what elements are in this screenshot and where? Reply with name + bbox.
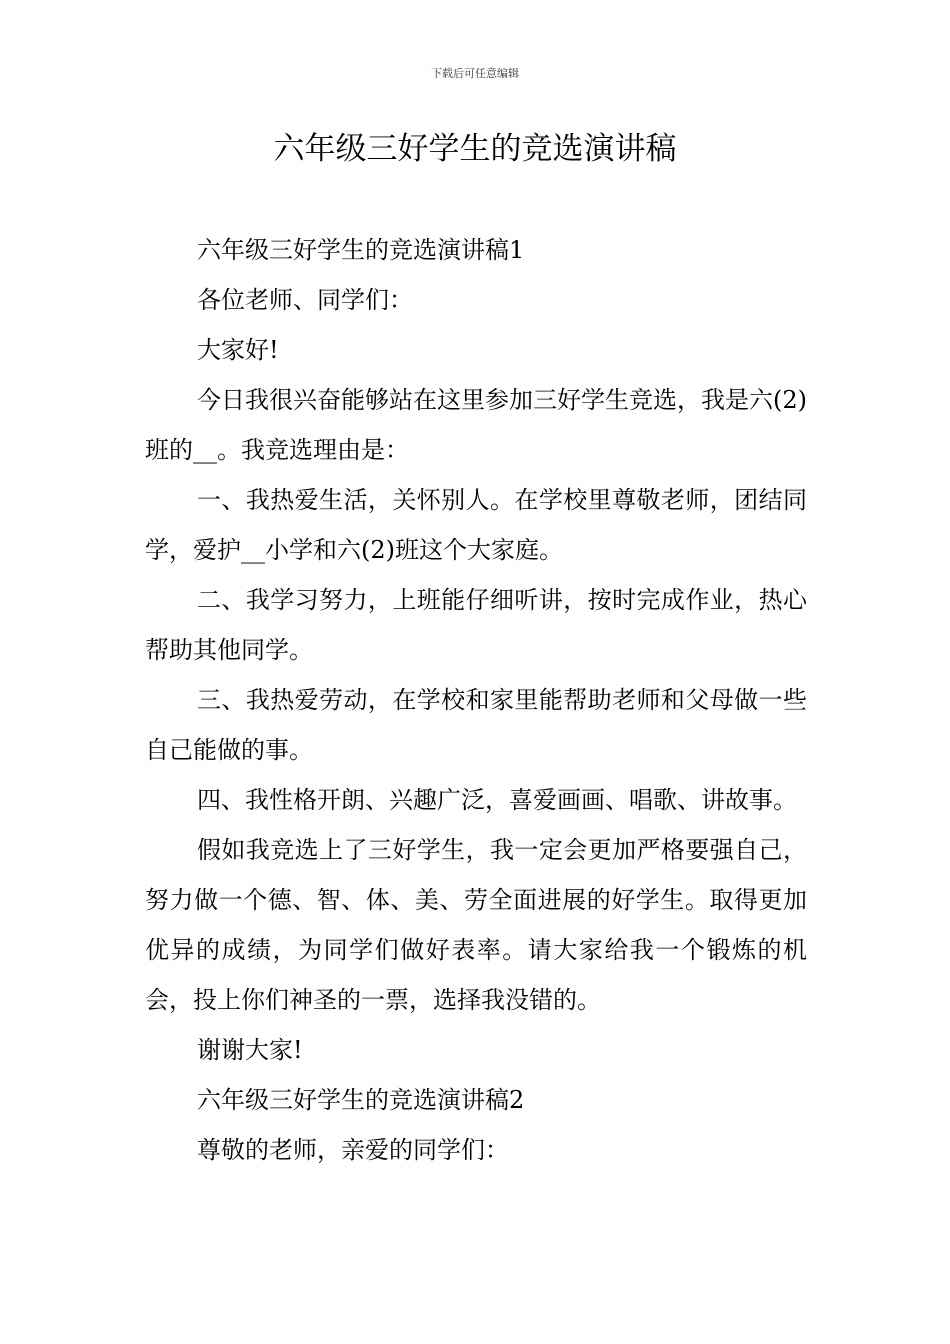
paragraph-pledge: 假如我竞选上了三好学生，我一定会更加严格要强自己，努力做一个德、智、体、美、劳全面进展的好学生。取得更加优异的成绩，为同学们做好表率。请大家给我一个锻炼的机会，投上你们神圣的一票，选择我没错的。 (145, 836, 807, 1014)
header-note: 下载后可任意编辑 (431, 67, 519, 80)
paragraph-reason-2: 二、我学习努力，上班能仔细听讲，按时完成作业，热心帮助其他同学。 (145, 586, 807, 664)
paragraph-section-heading-2: 六年级三好学生的竞选演讲稿2 (197, 1086, 525, 1114)
paragraph-reason-3: 三、我热爱劳动，在学校和家里能帮助老师和父母做一些自己能做的事。 (145, 686, 807, 764)
paragraph-reason-4: 四、我性格开朗、兴趣广泛，喜爱画画、唱歌、讲故事。 (197, 786, 797, 814)
document-body (145, 225, 807, 1175)
paragraph-salutation-2: 尊敬的老师，亲爱的同学们： (197, 1136, 509, 1164)
paragraph-salutation: 各位老师、同学们： (197, 286, 413, 314)
paragraph-reason-1: 一、我热爱生活，关怀别人。在学校里尊敬老师，团结同学，爱护__小学和六(2)班这个大家庭。 (145, 486, 807, 564)
paragraph-section-heading-1: 六年级三好学生的竞选演讲稿1 (197, 236, 525, 264)
document-title: 六年级三好学生的竞选演讲稿 (273, 131, 677, 167)
paragraph-intro: 今日我很兴奋能够站在这里参加三好学生竞选，我是六(2)班的__。我竞选理由是： (145, 386, 807, 464)
paragraph-thanks: 谢谢大家! (197, 1036, 303, 1064)
paragraph-greeting: 大家好! (197, 336, 279, 364)
